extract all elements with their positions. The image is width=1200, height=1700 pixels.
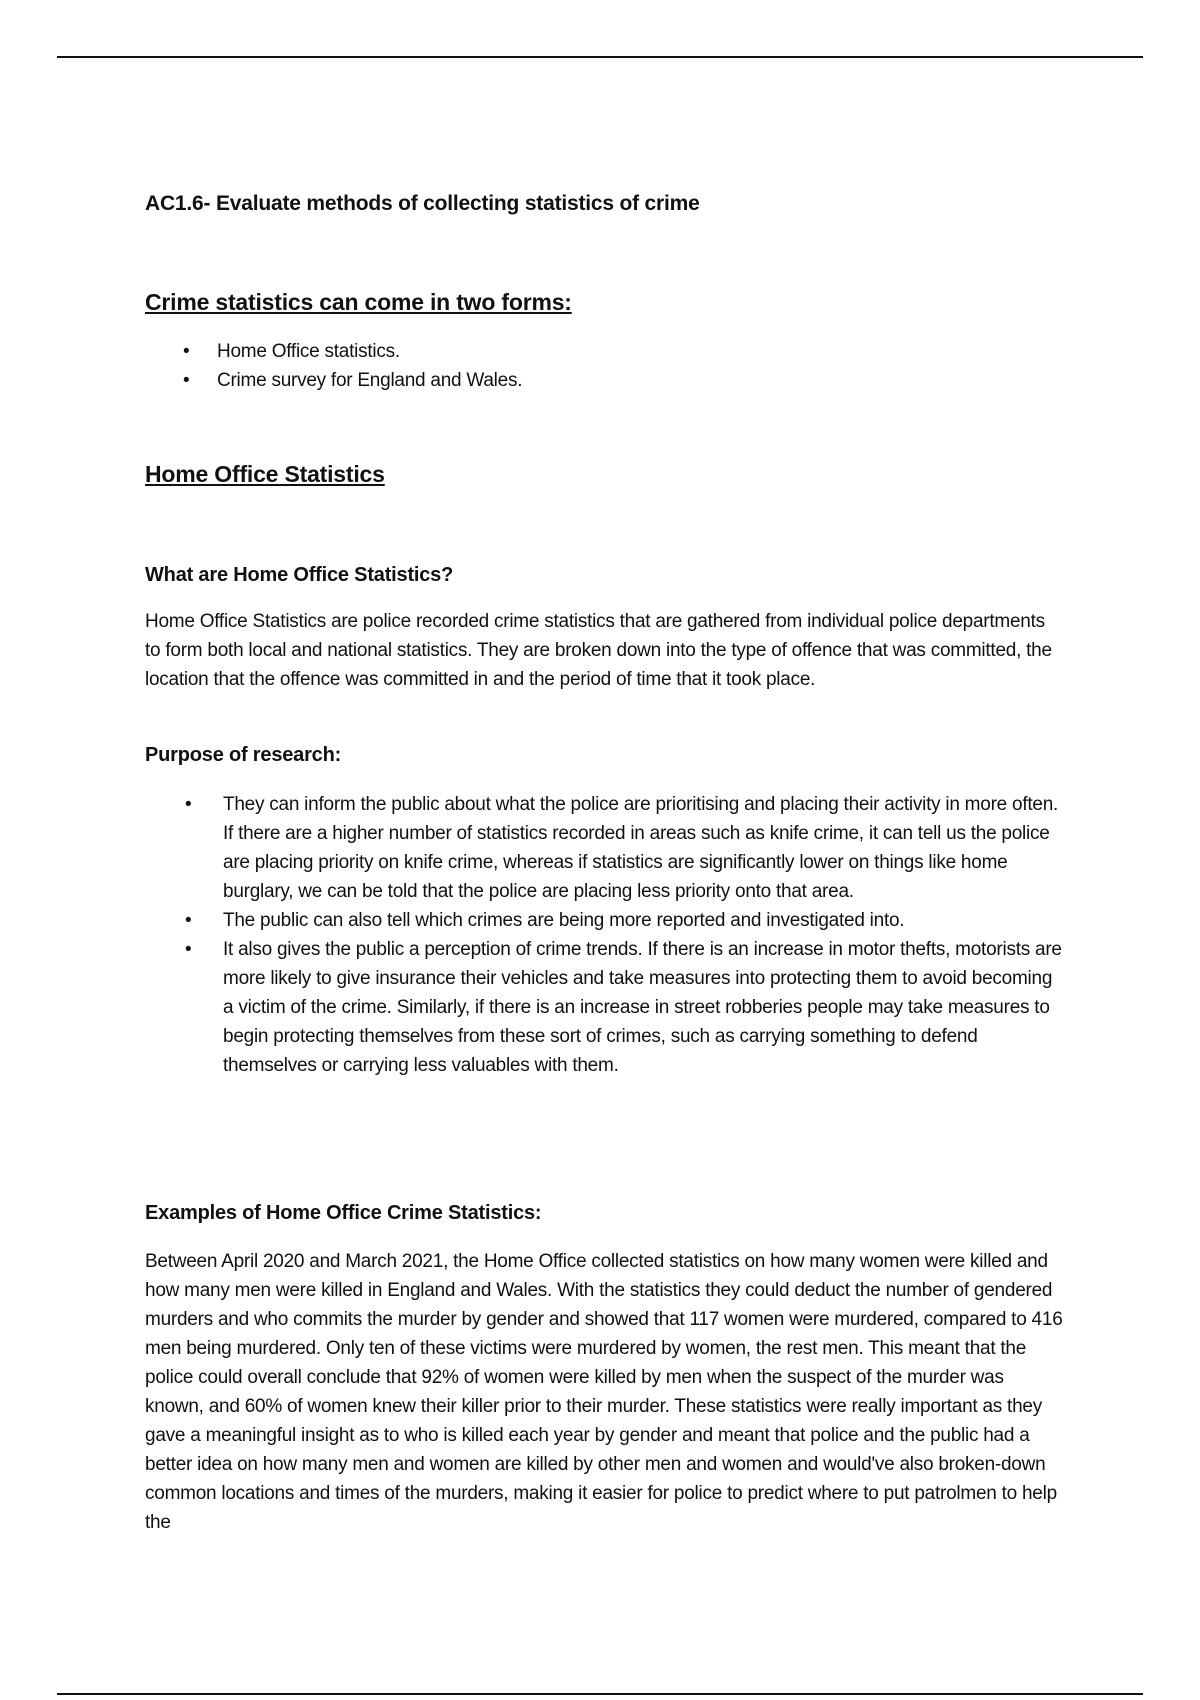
document-title: AC1.6- Evaluate methods of collecting statistics of crime xyxy=(145,192,700,215)
what-heading: What are Home Office Statistics? xyxy=(145,564,454,586)
list-item-text: They can inform the public about what the police are prioritising and placing their activity in more often. If there are a higher number of statistics recorded in areas such as knife crime, it can tell us the police are placing priority on knife crime, whereas if statistics are significantly lower on things like home burglary, we can be told that the police are placing less priority onto that area. xyxy=(223,794,1059,902)
examples-paragraph: Between April 2020 and March 2021, the Home Office collected statistics on how many women were killed and how many men were killed in England and Wales. With the statistics they could deduct the number of gendered murders and who commits the murder by gender and showed that 117 women were murdered, compared to 416 men being murdered. Only ten of these victims were murdered by women, the rest men. This meant that the police could overall conclude that 92% of women were killed by men when the suspect of the murder was known, and 60% of women knew their killer prior to their murder. These statistics were really important as they gave a meaningful insight as to who is killed each year by gender and meant that police and the public had a better idea on how many men and women are killed by other men and women and would've also broken-down common locations and times of the murders, making it easier for police to predict where to put patrolmen to help the xyxy=(145,1251,1063,1533)
what-paragraph: Home Office Statistics are police recorded crime statistics that are gathered from individual police departments to form both local and national statistics. They are broken down into the type of offence that was committed, the location that the offence was committed in and the period of time that it took place. xyxy=(145,611,1052,690)
forms-heading: Crime statistics can come in two forms: xyxy=(145,289,572,315)
list-item xyxy=(145,790,1065,906)
home-office-heading: Home Office Statistics xyxy=(145,461,385,487)
list-item-text: The public can also tell which crimes are being more reported and investigated into. xyxy=(223,910,905,931)
bullet-icon: • xyxy=(183,341,190,362)
list-item-text: It also gives the public a perception of crime trends. If there is an increase in motor thefts, motorists are more likely to give insurance their vehicles and take measures into protecting them to avoid becoming a victim of the crime. Similarly, if there is an increase in street robberies people may take measures to begin protecting themselves from these sort of crimes, such as carrying something to defend themselves or carrying less valuables with them. xyxy=(223,939,1062,1076)
purpose-heading: Purpose of research: xyxy=(145,744,342,766)
bullet-icon: • xyxy=(185,794,192,815)
examples-heading: Examples of Home Office Crime Statistics: xyxy=(145,1202,542,1224)
list-item xyxy=(145,906,1065,935)
list-item xyxy=(145,366,522,395)
bullet-icon: • xyxy=(185,939,192,960)
top-horizontal-rule xyxy=(57,56,1143,58)
forms-list xyxy=(145,337,522,395)
purpose-list xyxy=(145,790,1065,1080)
list-item-text: Home Office statistics. xyxy=(217,341,400,362)
bullet-icon: • xyxy=(183,370,190,391)
list-item-text: Crime survey for England and Wales. xyxy=(217,370,523,391)
bullet-icon: • xyxy=(185,910,192,931)
list-item xyxy=(145,337,522,366)
bottom-horizontal-rule xyxy=(57,1693,1143,1695)
list-item xyxy=(145,935,1065,1080)
